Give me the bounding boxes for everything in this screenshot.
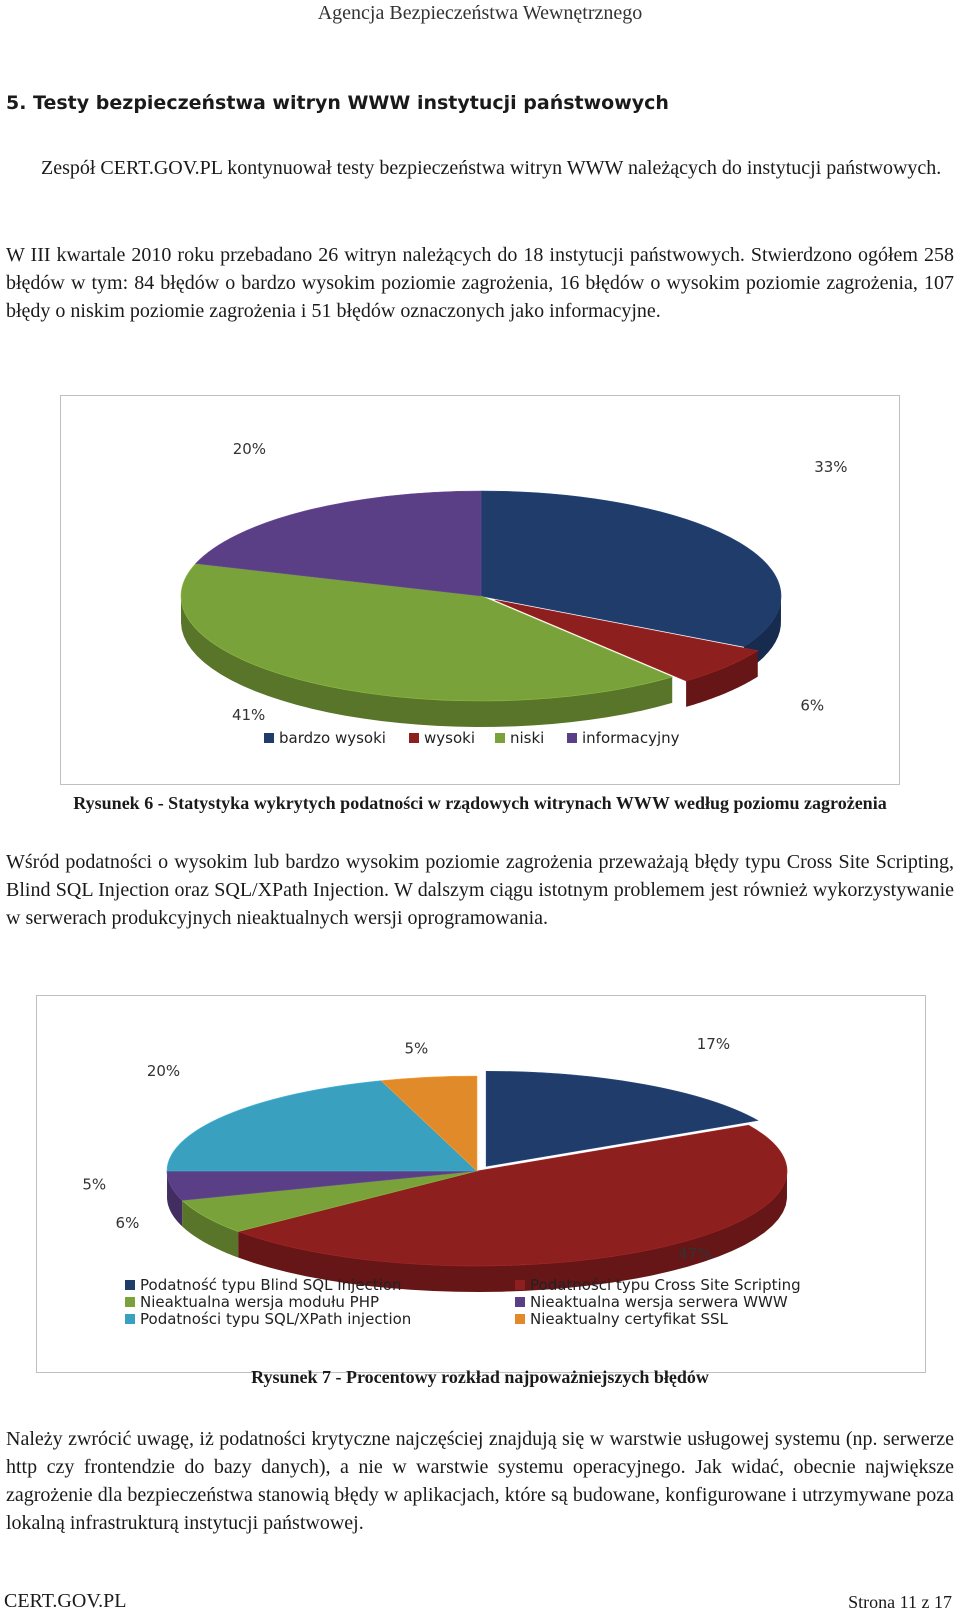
legend-swatch-3 [567,733,577,743]
legend-label-0: Podatność typu Blind SQL Injection [140,1276,402,1294]
legend-swatch-5 [515,1314,525,1324]
legend-label-2: Nieaktualna wersja modułu PHP [140,1293,380,1311]
legend-label-2: niski [510,729,545,747]
footer-site: CERT.GOV.PL [4,1590,127,1612]
pie-label-2: 6% [115,1214,140,1233]
paragraph-conclusion: Należy zwrócić uwagę, iż podatności krytyczne najczęściej znajdują się w warstwie usługowej systemu (np. serwerze http czy frontendzie do bazy danych), a nie w warstwie systemu operacyjnego. Jak widać, obecnie największe zagrożenie dla bezpieczeństwa stanowią błędy w aplikacjach, które są budowane, konfigurowane i utrzymywane poza lokalną infrastrukturą instytucji państwowej. [6,1428,954,1534]
legend-label-4: Podatności typu SQL/XPath injection [140,1310,412,1328]
legend-label-1: Podatności typu Cross Site Scripting [530,1276,801,1294]
paragraph-vulnerabilities: Wśród podatności o wysokim lub bardzo wysokim poziomie zagrożenia przeważają błędy typu Cross Site Scripting, Blind SQL Injection oraz SQL/XPath Injection. W dalszym ciągu istotnym problemem jest również wykorzystywanie w serwerach produkcyjnych nieaktualnych wersji oprogramowania. [6,851,954,929]
legend-swatch-4 [125,1314,135,1324]
figure-7-caption: Rysunek 7 - Procentowy rozkład najpoważniejszych błędów [251,1367,709,1387]
legend-swatch-1 [515,1280,525,1290]
chart2-svg [37,996,925,1372]
legend-label-1: wysoki [424,729,475,747]
legend-label-5: Nieaktualny certyfikat SSL [530,1310,728,1328]
pie-label-5: 5% [404,1039,429,1058]
pie-label-3: 5% [82,1175,107,1194]
legend-swatch-0 [264,733,274,743]
paragraph-statistics: W III kwartale 2010 roku przebadano 26 witryn należących do 18 instytucji państwowych. Stwierdzono ogółem 258 błędów w tym: 84 błędów o bardzo wysokim poziomie zagrożenia, 16 błędów o wysokim poziomie zagrożenia, 107 błędy o niskim poziomie zagrożenia i 51 błędów oznaczonych jako informacyjne. [6,244,954,322]
pie-label-0: 17% [696,1035,731,1054]
legend-label-0: bardzo wysoki [279,729,386,747]
paragraph-intro: Zespół CERT.GOV.PL kontynuował testy bezpieczeństwa witryn WWW należących do instytucji państwowych. [41,157,942,179]
legend-swatch-3 [515,1297,525,1307]
pie-label-1: 6% [800,696,825,715]
pie-label-0: 33% [814,457,848,476]
section-title: 5. Testy bezpieczeństwa witryn WWW instytucji państwowych [6,92,669,114]
legend-swatch-2 [495,733,505,743]
legend-swatch-2 [125,1297,135,1307]
footer-page-number: Strona 11 z 17 [848,1592,952,1612]
pie-label-2: 41% [231,706,266,725]
chart-threat-levels [60,395,900,785]
pie-label-4: 20% [146,1062,181,1081]
legend-label-3: informacyjny [582,729,680,747]
pie-label-3: 20% [232,440,267,459]
chart1-svg [61,396,899,784]
figure-6-caption: Rysunek 6 - Statystyka wykrytych podatności w rządowych witrynach WWW według poziomu zagrożenia [73,793,887,813]
legend-swatch-1 [409,733,419,743]
legend-label-3: Nieaktualna wersja serwera WWW [530,1293,788,1311]
pie-label-1: 47% [678,1245,712,1264]
legend-swatch-0 [125,1280,135,1290]
page-header: Agencja Bezpieczeństwa Wewnętrznego [317,2,643,24]
chart-error-distribution [36,995,926,1373]
